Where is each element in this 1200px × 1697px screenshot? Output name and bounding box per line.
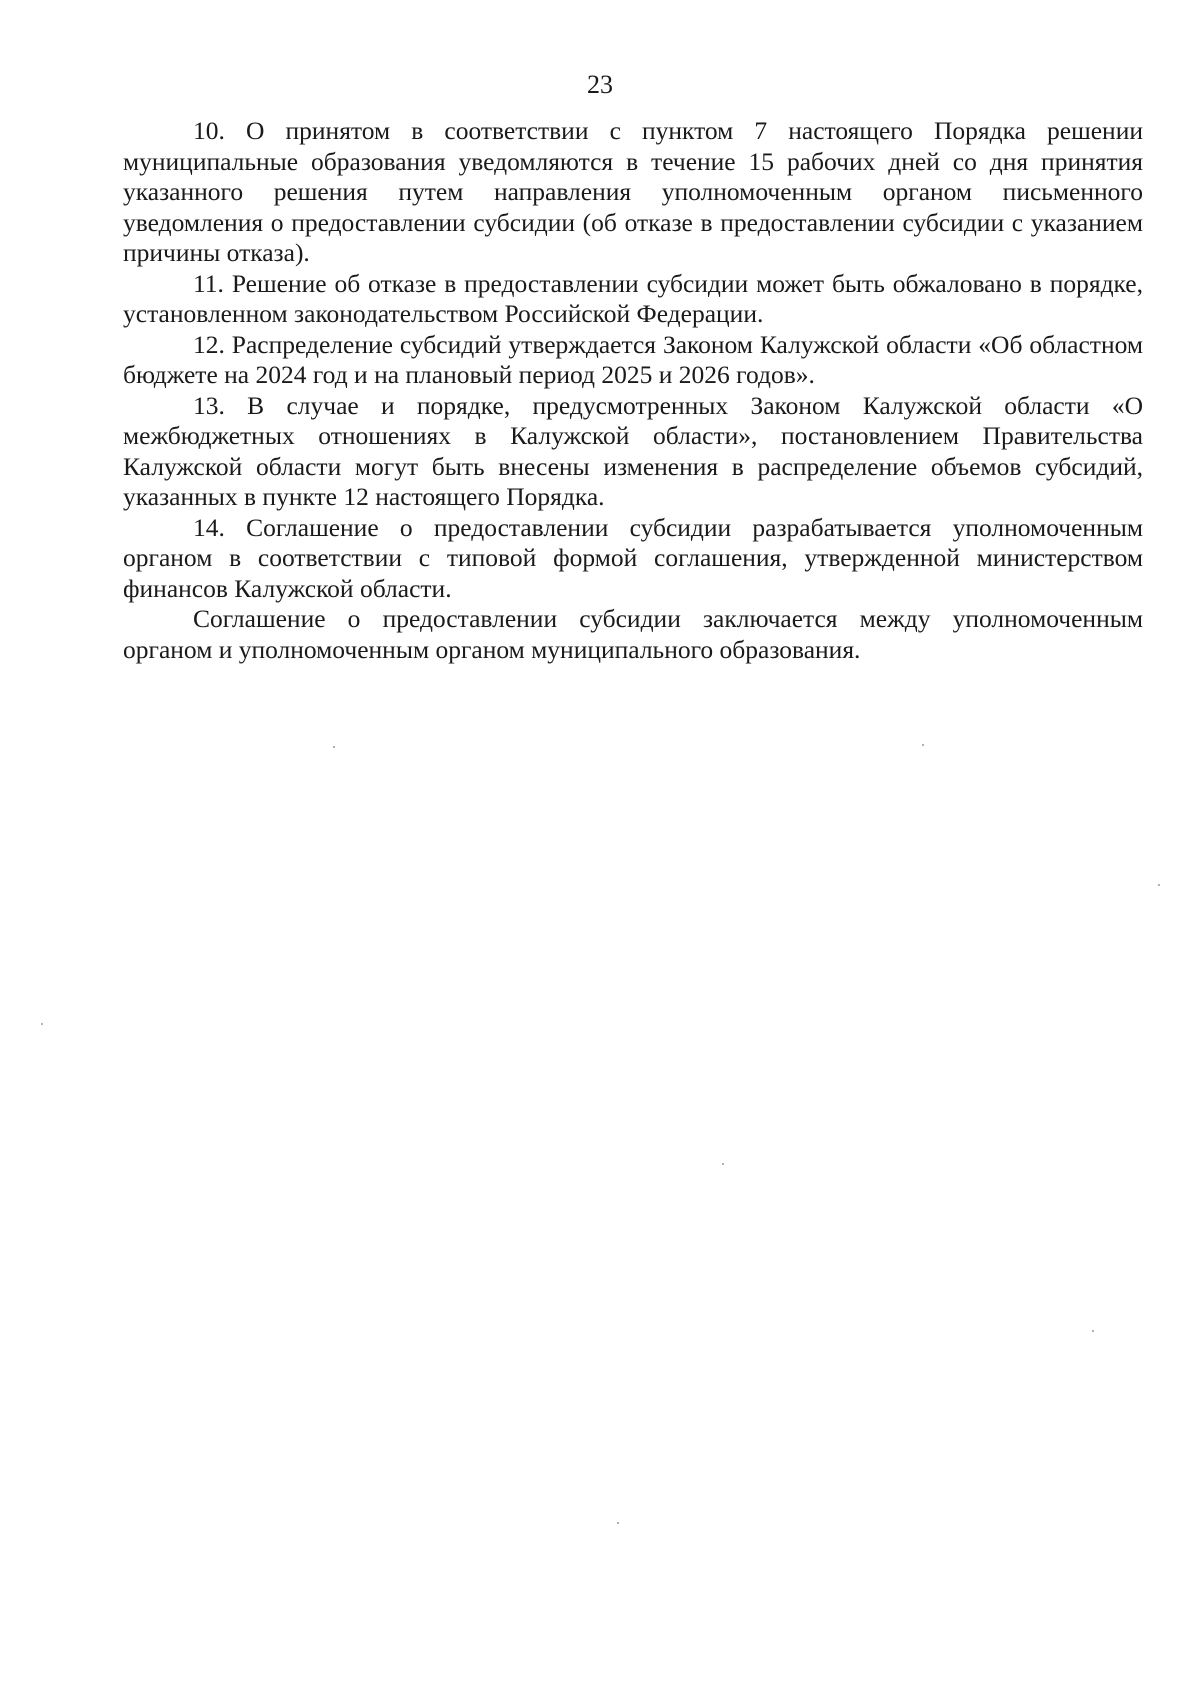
paragraph-13: 13. В случае и порядке, предусмотренных Законом Калужской области «О межбюджетных отношениях в Калужской области», постановлением Правительства Калужской области могут быть внесены изменения в распределение объемов субсидий, указанных в пункте 12 настоящего Порядка. bbox=[123, 390, 1143, 511]
paragraph-14: 14. Соглашение о предоставлении субсидии разрабатывается уполномоченным органом в соответствии с типовой формой соглашения, утвержденной министерством финансов Калужской области. bbox=[123, 512, 1143, 603]
paragraph-10: 10. О принятом в соответствии с пунктом 7 настоящего Порядка решении муниципальные образования уведомляются в течение 15 рабочих дней со дня принятия указанного решения путем направления уполномоченным органом письменного уведомления о предоставлении субсидии (об отказе в предоставлении субсидии с указанием причины отказа). bbox=[123, 116, 1143, 267]
scan-speck bbox=[333, 746, 335, 748]
scan-speck bbox=[617, 1522, 619, 1524]
paragraph-12: 12. Распределение субсидий утверждается Законом Калужской области «Об областном бюджете на 2024 год и на плановый период 2025 и 2026 годов». bbox=[123, 329, 1143, 389]
page-number: 23 bbox=[587, 70, 613, 99]
paragraph-agreement-parties: Соглашение о предоставлении субсидии заключается между уполномоченным органом и уполномоченным органом муниципального образования. bbox=[123, 604, 1143, 664]
scan-speck bbox=[1092, 1330, 1094, 1332]
scan-speck bbox=[922, 744, 924, 746]
paragraph-11: 11. Решение об отказе в предоставлении субсидии может быть обжаловано в порядке, установленном законодательством Российской Федерации. bbox=[123, 268, 1143, 328]
scan-speck bbox=[722, 1163, 724, 1165]
document-body bbox=[123, 116, 1143, 665]
scan-speck bbox=[41, 1023, 43, 1025]
scan-speck bbox=[1158, 884, 1160, 886]
